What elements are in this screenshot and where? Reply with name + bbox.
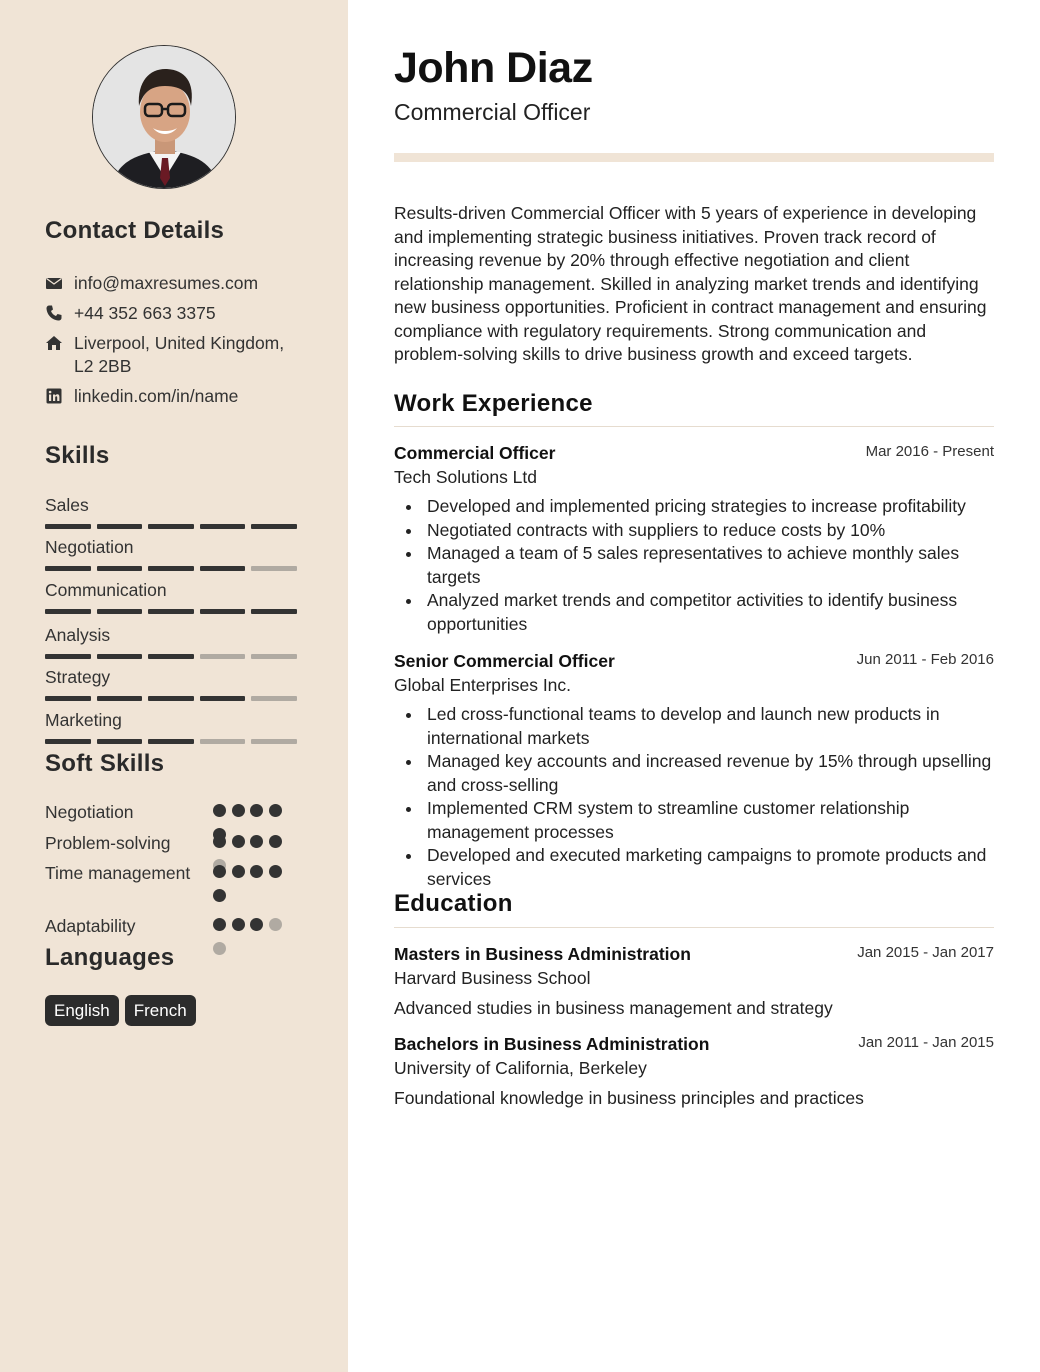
skill-level-segment [45, 609, 91, 614]
job-company: Global Enterprises Inc. [394, 675, 572, 695]
education-entry [394, 942, 994, 1020]
job-entry [394, 441, 994, 636]
contact-email[interactable] [45, 272, 305, 295]
contact-heading: Contact Details [45, 217, 225, 244]
rating-dot [232, 865, 245, 878]
rating-dot [213, 865, 226, 878]
skill-level-segment [45, 696, 91, 701]
rating-dot [232, 835, 245, 848]
skill-level-segment [45, 566, 91, 571]
list-item: Managed key accounts and increased revenue by 15% through upselling and cross-selling [394, 750, 994, 797]
skill-item [45, 579, 302, 614]
rating-dot [250, 835, 263, 848]
soft-skill-label: Adaptability [45, 916, 136, 936]
job-title: Senior Commercial Officer [394, 651, 615, 671]
skill-level-segment [97, 696, 143, 701]
skill-label: Analysis [45, 625, 111, 645]
job-dates: Mar 2016 - Present [865, 443, 994, 460]
rating-dot [269, 835, 282, 848]
experience-heading: Work Experience [394, 390, 593, 417]
contact-address [45, 332, 305, 378]
rating-dot [213, 918, 226, 931]
skill-level-segment [200, 739, 246, 744]
skill-level-segment [200, 609, 246, 614]
rating-dot [269, 804, 282, 817]
skill-level-segment [148, 654, 194, 659]
education-entry [394, 1032, 994, 1110]
languages-list [45, 995, 196, 1026]
list-item: Developed and executed marketing campaigns to promote products and services [394, 844, 994, 891]
rating-dot [213, 835, 226, 848]
phone-icon [45, 304, 63, 322]
skill-label: Sales [45, 495, 89, 515]
skill-level-bar [45, 654, 302, 659]
rating-dot [250, 918, 263, 931]
school-name: Harvard Business School [394, 968, 591, 988]
skill-level-segment [200, 524, 246, 529]
skill-label: Communication [45, 580, 167, 600]
skill-level-segment [200, 566, 246, 571]
skill-level-segment [148, 566, 194, 571]
skill-level-segment [97, 524, 143, 529]
skill-level-segment [97, 609, 143, 614]
skill-label: Negotiation [45, 537, 134, 557]
skill-level-segment [251, 566, 297, 571]
rating-dot [232, 804, 245, 817]
home-icon [45, 334, 63, 352]
job-company: Tech Solutions Ltd [394, 467, 538, 487]
job-dates: Jun 2011 - Feb 2016 [856, 651, 994, 668]
skill-item [45, 494, 302, 529]
skill-level-bar [45, 524, 302, 529]
soft-skill-item [45, 915, 305, 938]
contact-list [45, 272, 305, 415]
list-item: Negotiated contracts with suppliers to reduce costs by 10% [394, 519, 994, 543]
skill-item [45, 666, 302, 701]
candidate-role: Commercial Officer [394, 99, 591, 125]
degree-title: Bachelors in Business Administration [394, 1034, 710, 1054]
skill-level-bar [45, 609, 302, 614]
contact-linkedin[interactable] [45, 385, 305, 408]
rating-dot [250, 865, 263, 878]
skill-level-bar [45, 696, 302, 701]
skill-level-segment [251, 696, 297, 701]
rating-dot [213, 889, 226, 902]
education-heading: Education [394, 890, 513, 917]
candidate-name: John Diaz [394, 44, 593, 92]
skill-item [45, 536, 302, 571]
skill-level-segment [251, 739, 297, 744]
skill-level-segment [148, 609, 194, 614]
job-entry [394, 649, 994, 891]
skill-item [45, 709, 302, 744]
languages-heading: Languages [45, 944, 175, 971]
skill-level-segment [45, 739, 91, 744]
language-badge: English [45, 995, 119, 1026]
list-item: Implemented CRM system to streamline customer relationship management processes [394, 797, 994, 844]
list-item: Developed and implemented pricing strategies to increase profitability [394, 495, 994, 519]
email-text: info@maxresumes.com [74, 273, 259, 293]
skill-level-segment [251, 524, 297, 529]
contact-phone[interactable] [45, 302, 305, 325]
soft-skill-label: Time management [45, 863, 191, 883]
skill-level-segment [97, 739, 143, 744]
soft-skill-item [45, 862, 305, 885]
skill-level-segment [45, 654, 91, 659]
linkedin-icon [45, 387, 63, 405]
skill-level-segment [97, 566, 143, 571]
school-name: University of California, Berkeley [394, 1058, 647, 1078]
skills-heading: Skills [45, 442, 110, 469]
avatar [92, 45, 236, 189]
soft-skill-label: Problem-solving [45, 833, 171, 853]
skill-level-segment [251, 609, 297, 614]
list-item: Managed a team of 5 sales representatives to achieve monthly sales targets [394, 542, 994, 589]
header-divider [394, 153, 994, 162]
phone-text: +44 352 663 3375 [74, 303, 216, 323]
education-dates: Jan 2015 - Jan 2017 [857, 944, 994, 961]
skill-level-segment [148, 524, 194, 529]
skill-level-segment [251, 654, 297, 659]
education-divider [394, 927, 994, 928]
job-bullets [394, 703, 994, 891]
job-bullets [394, 495, 994, 636]
soft-skill-item [45, 832, 305, 855]
envelope-icon [45, 274, 63, 292]
skill-level-segment [45, 524, 91, 529]
job-title: Commercial Officer [394, 443, 556, 463]
skill-level-segment [97, 654, 143, 659]
soft-skills-heading: Soft Skills [45, 750, 165, 777]
skill-level-segment [200, 654, 246, 659]
skill-level-bar [45, 739, 302, 744]
rating-dot [250, 804, 263, 817]
list-item: Led cross-functional teams to develop and launch new products in international markets [394, 703, 994, 750]
summary-text: Results-driven Commercial Officer with 5 years of experience in developing and implementing strategic business initiatives. Proven track record of increasing revenue by 20% through effective negotiation and client relationship management. Skilled in analyzing market trends and identifying new business opportunities. Proficient in contract management and ensuring compliance with regulatory requirements. Strong communication and problem-solving skills to drive business growth and exceed targets. [394, 203, 987, 364]
skill-level-segment [148, 696, 194, 701]
soft-skill-label: Negotiation [45, 802, 134, 822]
address-text: Liverpool, United Kingdom, L2 2BB [74, 333, 285, 376]
rating-dot [269, 918, 282, 931]
language-badge: French [125, 995, 196, 1026]
education-dates: Jan 2011 - Jan 2015 [858, 1034, 994, 1051]
skill-level-segment [200, 696, 246, 701]
rating-dot [213, 804, 226, 817]
linkedin-text: linkedin.com/in/name [74, 386, 239, 406]
rating-dot [213, 942, 226, 955]
degree-title: Masters in Business Administration [394, 944, 691, 964]
education-description: Advanced studies in business management and strategy [394, 998, 833, 1018]
skill-item [45, 624, 302, 659]
skill-label: Marketing [45, 710, 122, 730]
soft-skill-item [45, 801, 305, 824]
person-portrait-icon [93, 46, 236, 189]
skill-level-segment [148, 739, 194, 744]
rating-dot [269, 865, 282, 878]
experience-divider [394, 426, 994, 427]
skill-level-bar [45, 566, 302, 571]
list-item: Analyzed market trends and competitor activities to identify business opportunities [394, 589, 994, 636]
skill-label: Strategy [45, 667, 111, 687]
education-description: Foundational knowledge in business principles and practices [394, 1088, 864, 1108]
rating-dot [232, 918, 245, 931]
